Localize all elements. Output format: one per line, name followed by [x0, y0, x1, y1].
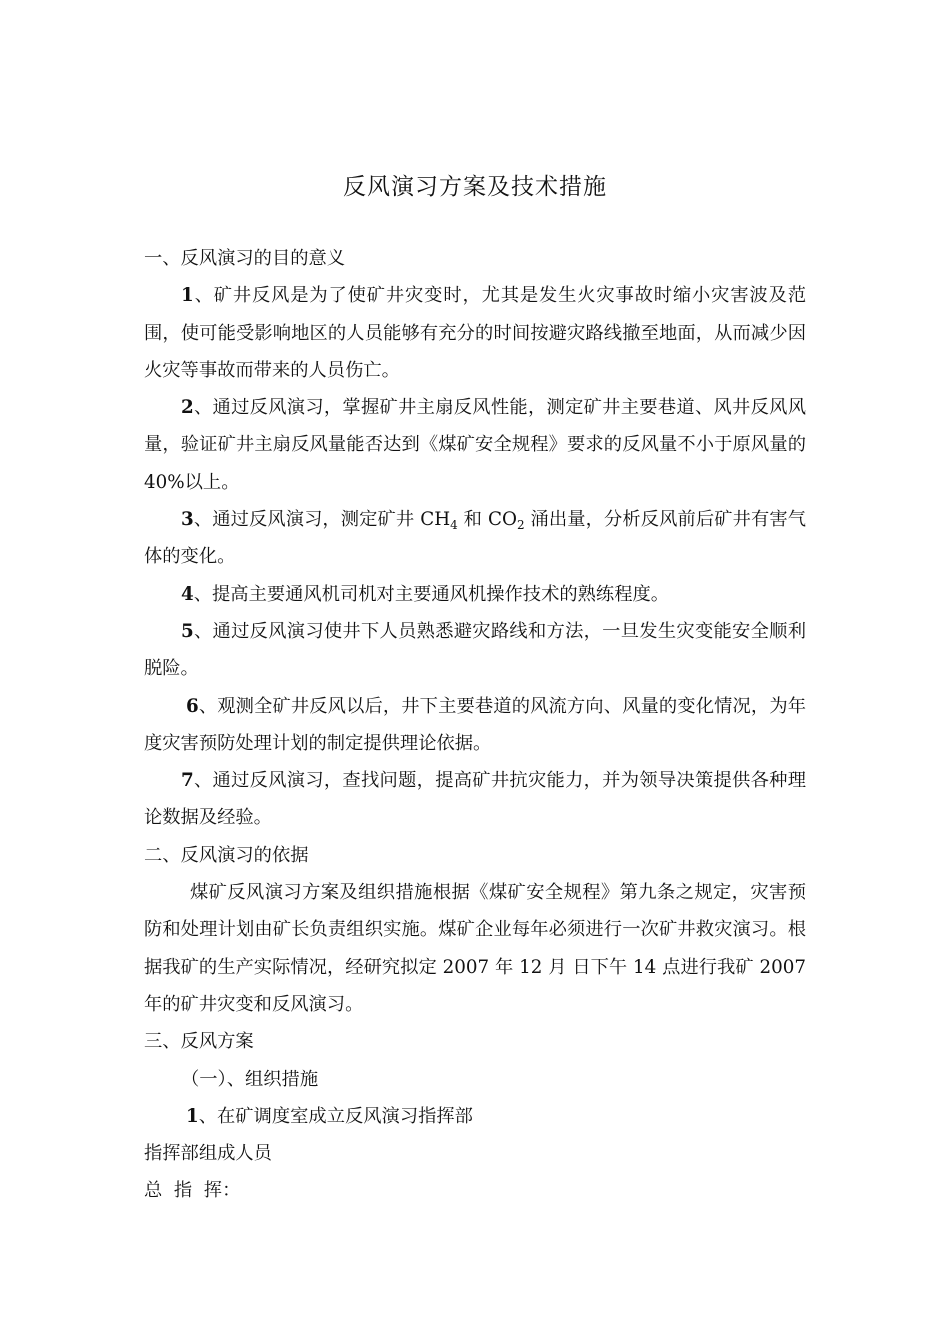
item-text: 、通过反风演习，测定矿井 CH: [193, 509, 451, 531]
commander-line: 总 指 挥：: [144, 1180, 241, 1202]
item-number: 4: [181, 583, 194, 605]
item-number: 2: [181, 397, 194, 419]
list-item: [144, 1098, 806, 1135]
document-body: [144, 240, 806, 1210]
item-text: 、观测全矿井反风以后，井下主要巷道的风流方向、风量的变化情况，为年度灾害预防处理计划的制定提供理论依据。: [144, 695, 806, 754]
list-item: [144, 762, 806, 837]
item-text: 涌出量，分析反风前后矿井有害气体的变化。: [144, 509, 806, 568]
section-heading-2: 二、反风演习的依据: [144, 844, 309, 866]
list-item: [144, 501, 806, 576]
subscript: 4: [450, 518, 458, 533]
item-text: 、通过反风演习，查找问题，提高矿井抗灾能力，并为领导决策提供各种理论数据及经验。: [144, 770, 806, 829]
item-number: 3: [181, 509, 194, 531]
subscript: 2: [516, 518, 525, 533]
list-item: [144, 277, 806, 389]
item-text: 、通过反风演习，掌握矿井主扇反风性能，测定矿井主要巷道、风井反风风量，验证矿井主扇反风量能否达到《煤矿安全规程》要求的反风量不小于原风量的 40%以上。: [144, 397, 806, 493]
members-line: 指挥部组成人员: [144, 1143, 272, 1165]
list-item: [144, 576, 806, 613]
list-item: [144, 389, 806, 501]
item-text: 、通过反风演习使井下人员熟悉避灾路线和方法，一旦发生灾变能安全顺利脱险。: [144, 620, 806, 680]
list-item: [144, 688, 806, 763]
item-number: 5: [181, 620, 194, 642]
item-text: 、在矿调度室成立反风演习指挥部: [198, 1105, 473, 1127]
section-heading-3: 三、反风方案: [144, 1031, 254, 1053]
paragraph: 煤矿反风演习方案及组织措施根据《煤矿安全规程》第九条之规定，灾害预防和处理计划由矿长负责组织实施。煤矿企业每年必须进行一次矿井救灾演习。根据我矿的生产实际情况，经研究拟定 2007 年 12 月 日下午 14 点进行我矿 2007 年的矿井灾变和反风演习。: [144, 882, 806, 1015]
item-text: 和 CO: [457, 509, 517, 531]
item-number: 1: [186, 1105, 199, 1127]
document-title: 反风演习方案及技术措施: [343, 174, 607, 200]
section-heading-1: 一、反风演习的目的意义: [144, 248, 346, 269]
sub-heading: （一）、组织措施: [181, 1068, 319, 1090]
item-text: 、矿井反风是为了使矿井灾变时，尤其是发生火灾事故时缩小灾害波及范围，使可能受影响地区的人员能够有充分的时间按避灾路线撤至地面，从而减少因火灾等事故而带来的人员伤亡。: [144, 285, 806, 381]
item-number: 1: [181, 285, 194, 307]
item-number: 7: [181, 770, 194, 792]
item-number: 6: [186, 695, 199, 717]
list-item: [144, 613, 806, 688]
item-text: 、提高主要通风机司机对主要通风机操作技术的熟练程度。: [193, 583, 670, 605]
